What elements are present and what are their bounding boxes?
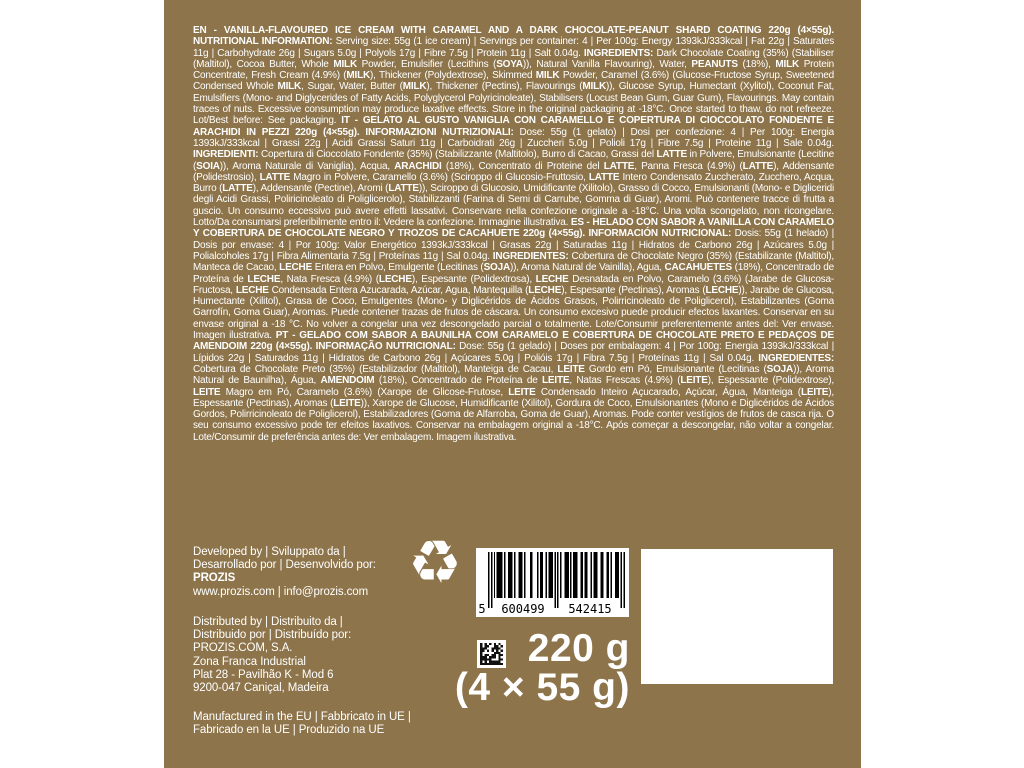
- developed-by-block: [193, 546, 376, 599]
- developed-by-line: Desarrollado por | Desenvolvido por:: [193, 559, 376, 572]
- barcode-digit-group: 5: [478, 602, 486, 616]
- multipack-weight: (4 × 55 g): [454, 666, 630, 709]
- recycling-icon: ♻: [408, 528, 462, 598]
- manufactured-in-block: [193, 711, 411, 737]
- distributor-address-line: Plat 28 - Pavilhão K - Mod 6: [193, 668, 334, 681]
- multilingual-info-text: EN - VANILLA-FLAVOURED ICE CREAM WITH CARAMEL AND A DARK CHOCOLATE-PEANUT SHARD COATING 220g (4×55g). NUTRITIONAL INFORMATION: Serving size: 55g (1 ice cream) | Servings per container: 4 | Per 100g: Energy 1393kJ/333kcal | Fat 22g | Saturates 11g | Carbohydrate 26g | Sugars 5.0g | Polyols 17g | Fibre 7.5g | Protein 11g | Salt 0.04g. INGREDIENTS: Dark Chocolate Coating (35%) (Stabiliser (Maltitol), Cocoa Butter, Whole MILK Powder, Emulsifier (Lecithins (SOYA)), Natural Vanilla Flavouring), Water, PEANUTS (18%), MILK Protein Concentrate, Fresh Cream (4.9%) (MILK), Thickener (Polydextrose), Skimmed MILK Powder, Caramel (3.6%) (Glucose-Fructose Syrup, Sweetened Condensed Whole MILK, Sugar, Water, Butter (MILK), Thickener (Pectins), Flavourings (MILK)), Glucose Syrup, Humectant (Xylitol), Coconut Fat, Emulsifiers (Mono- and Diglycerides of Fatty Acids, Polyglycerol Polyricinoleate), Stabilisers (Locust Bean Gum, Guar Gum), Flavourings. May contain traces of nuts. Excessive consumption may produce laxative effects. Store in the original packaging at -18°C. Once started to thaw, do not refreeze. Lot/Best before: See packaging. IT - GELATO AL GUSTO VANIGLIA CON CARAMELLO E COPERTURA DI CIOCCOLATO FONDENTE E ARACHIDI IN PEZZI 220g (4×55g). INFORMAZIONI NUTRIZIONALI: Dose: 55g (1 gelato) | Dosi per confezione: 4 | Per 100g: Energia 1393kJ/333kcal | Grassi 22g | Acidi Grassi Saturi 11g | Carboidrati 26g | Zuccheri 5.0g | Polioli 17g | Fibre 7.5g | Proteine 11g | Sale 0.04g. INGREDIENTI: Copertura di Cioccolato Fondente (35%) (Stabilizzante (Maltitolo), Burro di Cacao, Grassi del LATTE in Polvere, Emulsionante (Lecitine (SOIA)), Aroma Naturale di Vaniglia), Acqua, ARACHIDI (18%), Concentrato di Proteine del LATTE, Panna Fresca (4.9%) (LATTE), Addensante (Polidestrosio), LATTE Magro in Polvere, Caramello (3.6%) (Sciroppo di Glucosio-Fruttosio, LATTE Intero Condensato Zuccherato, Zucchero, Acqua, Burro (LATTE), Addensante (Pectine), Aromi (LATTE)), Sciroppo di Glucosio, Umidificante (Xilitolo), Grasso di Cocco, Emulsionanti (Mono- e Digliceridi degli Acidi Grassi, Poliricinoleato di Poliglicerolo), Stabilizzanti (Farina di Semi di Carrube, Gomma di Guar), Aromi. Può contenere tracce di frutta a guscio. Un consumo eccessivo può avere effetti lassativi. Conservare nella confezione originale a -18°C. Una volta scongelato, non ricongelare. Lotto/Da consumarsi preferibilmente entro il: Vedere la confezione. Immagine illustrativa. ES - HELADO CON SABOR A VAINILLA CON CARAMELO Y COBERTURA DE CHOCOLATE NEGRO Y TROZOS DE CACAHUETE 220g (4×55g). INFORMACIÓN NUTRICIONAL: Dosis: 55g (1 helado) | Dosis por envase: 4 | Por 100g: Valor Energético 1393kJ/333kcal | Grasas 22g | Saturadas 11g | Hidratos de Carbono 26g | Azúcares 5.0g | Polialcoholes 17g | Fibra Alimentaria 7.5g | Proteínas 11g | Sal 0.04g. INGREDIENTES: Cobertura de Chocolate Negro (35%) (Estabilizante (Maltitol), Manteca de Cacao, LECHE Entera en Polvo, Emulgente (Lecitinas (SOJA)), Aroma Natural de Vainilla), Agua, CACAHUETES (18%), Concentrado de Proteína de LECHE, Nata Fresca (4.9%) (LECHE), Espesante (Polidextrosa), LECHE Desnatada en Polvo, Caramelo (3.6%) (Jarabe de Glucosa-Fructosa, LECHE Condensada Entera Azucarada, Azúcar, Agua, Mantequilla (LECHE), Espesante (Pectinas), Aromas (LECHE)), Jarabe de Glucosa, Humectante (Xilitol), Grasa de Coco, Emulgentes (Mono- y Diglicéridos de Ácidos Grasos, Polirricinoleato de Poliglicerol), Estabilizantes (Goma Garrofín, Goma Guar), Aromas. Puede contener trazas de frutos de cáscara. Un consumo excesivo puede producir efectos laxantes. Conservar en su envase original a -18 °C. No volver a congelar una vez descongelado parcial o totalmente. Lote/Consumir preferentemente antes del: Ver envase. Imagen ilustrativa. PT - GELADO COM SABOR A BAUNILHA COM CARAMELO E COBERTURA DE CHOCOLATE PRETO E PEDAÇOS DE AMENDOIM 220g (4×55g). INFORMAÇÃO NUTRICIONAL: Dose: 55g (1 gelado) | Doses por embalagem: 4 | Por 100g: Energia 1393kJ/333kcal | Lípidos 22g | Saturados 11g | Hidratos de Carbono 26g | Açúcares 5.0g | Polióis 17g | Fibra 7.5g | Proteínas 11g | Sal 0.04g. INGREDIENTES: Cobertura de Chocolate Preto (35%) (Estabilizador (Maltitol), Manteiga de Cacau, LEITE Gordo em Pó, Emulsionante (Lecitinas (SOJA)), Aroma Natural de Baunilha), Água, AMENDOIM (18%), Concentrado de Proteína de LEITE, Natas Frescas (4.9%) (LEITE), Espessante (Polidextrose), LEITE Magro em Pó, Caramelo (3.6%) (Xarope de Glicose-Frutose, LEITE Condensado Inteiro Açucarado, Açúcar, Água, Manteiga (LEITE), Espessante (Pectinas), Aromas (LEITE)), Xarope de Glucose, Humidificante (Xilitol), Gordura de Coco, Emulsionantes (Mono e Diglicéridos de Ácidos Gordos, Polirricinoleato de Poliglicerol), Estabilizadores (Goma de Alfarroba, Goma de Guar), Aromas. Pode conter vestígios de frutos de casca rija. O seu consumo excessivo pode ter efeitos laxativos. Conservar na embalagem original a -18°C. Após começar a descongelar, não voltar a congelar. Lote/Consumir de preferência antes de: Ver embalagem. Imagem ilustrativa.: [193, 25, 834, 443]
- distributor-name: PROZIS.COM, S.A.: [193, 642, 293, 655]
- distributed-by-line: Distribuido por | Distribuído por:: [193, 629, 352, 642]
- barcode-digit-group: 542415: [568, 602, 612, 616]
- distributed-by-line: Distributed by | Distribuito da |: [193, 616, 343, 628]
- barcode: [476, 548, 629, 617]
- brand-contact: www.prozis.com | info@prozis.com: [193, 585, 369, 598]
- distributor-address-line: 9200-047 Caniçal, Madeira: [193, 682, 329, 695]
- manufactured-in-line: Fabricado en la UE | Produzido na UE: [193, 724, 385, 737]
- distributed-by-block: [193, 616, 351, 695]
- barcode-bars: [488, 552, 625, 608]
- product-label: [164, 0, 861, 768]
- developed-by-line: Developed by | Sviluppato da |: [193, 546, 346, 558]
- distributor-address-line: Zona Franca Industrial: [193, 655, 306, 668]
- barcode-digit-group: 600499: [501, 602, 545, 616]
- blank-white-panel: [641, 549, 833, 684]
- weight-block: [455, 629, 630, 707]
- manufactured-in-line: Manufactured in the EU | Fabbricato in UE |: [193, 711, 411, 723]
- net-weight: 220 g: [527, 627, 630, 670]
- brand-name: PROZIS: [193, 572, 236, 585]
